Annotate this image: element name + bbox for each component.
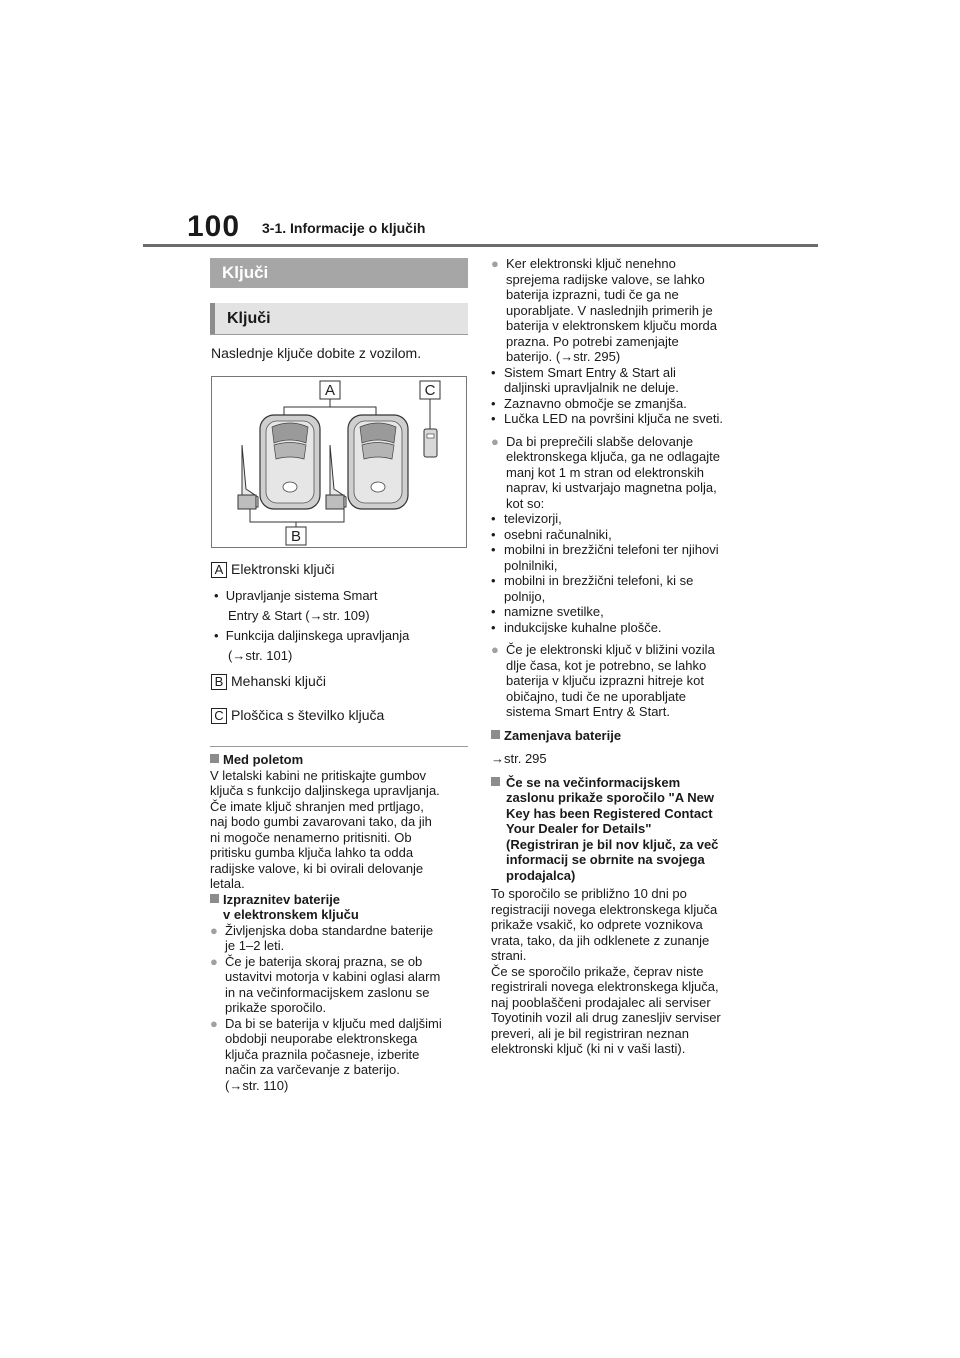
legend-a-item: • Funkcija daljinskega upravljanja [214, 628, 410, 643]
note-text: ključa s funkcijo daljinskega upravljanja. [210, 783, 440, 798]
keys-illustration [212, 377, 466, 547]
intro-text: Naslednje ključe dobite z vozilom. [211, 345, 422, 361]
note-text: Če imate ključ shranjen med prtljago, [210, 798, 424, 814]
bullet-dot-icon: ● [210, 1015, 218, 1031]
bullet-item: ● Da bi se baterija v ključu med daljšimi obdobji neuporabe elektronskega ključa praznila počasneje, izberite način za varčevanje z baterijo. (→str. 110) [210, 1015, 442, 1093]
note-title-message: Če se na večinformacijskem zaslonu prikaže sporočilo "A New Key has been Registered Contact Your Dealer for Details" (Registriran je bil nov ključ, za več informacij se obrnite na svojega prodajalca) [491, 775, 761, 884]
header-rule [143, 244, 818, 247]
page-number: 100 [187, 210, 241, 243]
legend-b-badge: B [211, 674, 227, 690]
note-title-izpraznitev-2: v elektronskem ključu [223, 907, 359, 922]
sub-item: • Zaznavno območje se zmanjša. [491, 395, 687, 411]
note-text: ni mogoče nenamerno pritisniti. Ob [210, 829, 412, 845]
legend-a-item: • Upravljanje sistema Smart [214, 588, 378, 603]
bullet-item: ● Če je baterija skoraj prazna, se ob ustavitvi motorja v kabini oglasi alarm in na večinformacijskem zaslonu se prikaže sporočilo. [210, 953, 441, 1015]
bullet-dot-icon: ● [491, 256, 499, 271]
legend-a-list [214, 586, 464, 666]
figure-label-c: C [424, 382, 436, 399]
bullet-dot-icon: ● [491, 642, 499, 657]
note-title-zamenjava: Zamenjava baterije [491, 728, 761, 744]
bullet-item: ● Življenjska doba standardne baterije je 1–2 leti. [210, 922, 434, 953]
sub-item: • mobilni in brezžični telefoni, ki se polnijo, [491, 573, 694, 604]
keys-figure [211, 376, 467, 548]
zamenjava-ref: →str. 295 [491, 751, 547, 766]
legend-a-badge: A [211, 562, 227, 578]
legend-a-text: Elektronski ključi [231, 561, 335, 577]
right-notes [491, 256, 761, 1057]
bullet-item: ● Če je elektronski ključ v bližini vozila dlje časa, kot je potrebno, se lahko baterija v ključu izprazni hitreje kot običajno, tudi če ne uporabljate sistema Smart Entry & Start. [491, 642, 715, 719]
bullet-dot-icon: ● [210, 922, 218, 938]
left-notes [210, 752, 472, 1093]
legend-a-item: (→str. 101) [228, 648, 293, 663]
message-body: To sporočilo se približno 10 dni po registraciji novega elektronskega ključa prikaže vsakič, ko odprete voznikova vrata, tako, da jih odklenete z zunanje strani. Če se sporočilo prikaže, čeprav niste registrirali novega elektronskega ključa, naj pooblaščeni prodajalec ali serviser Toyotinih vozil ali drug zanesljiv serviser preveri, ali je bil registriran neznan elektronski ključ (ki ni v vaši lasti). [491, 886, 721, 1056]
sub-item: • indukcijske kuhalne plošče. [491, 619, 662, 635]
bullet-dot-icon: ● [210, 953, 218, 969]
legend-a [211, 561, 334, 578]
subsection-title: Ključi [210, 303, 468, 334]
note-text: letala. [210, 876, 245, 891]
section-separator [210, 746, 468, 747]
section-title: Ključi [210, 258, 468, 288]
sub-item: • Lučka LED na površini ključa ne sveti. [491, 411, 723, 426]
legend-c-badge: C [211, 708, 227, 724]
bullet-item: ● Da bi preprečili slabše delovanje elektronskega ključa, ga ne odlagajte manj kot 1 m stran od elektronskih naprav, ki ustvarjajo magnetna polja, kot so: [491, 433, 720, 511]
sub-item: • Sistem Smart Entry & Start ali daljinski upravljalnik ne deluje. [491, 364, 679, 395]
bullet-item: ● Ker elektronski ključ nenehno sprejema radijske valove, se lahko baterija izprazni, tudi če ga ne uporabljate. V naslednjih primerih je baterija v elektronskem ključu morda prazna. Po potrebi zamenjajte baterijo. (→str. 295) [491, 256, 717, 364]
note-title-med-poletom: Med poletom [210, 752, 472, 768]
legend-c [211, 707, 384, 724]
key-number-plate-icon [424, 429, 437, 457]
chapter-title: 3-1. Informacije o ključih [262, 220, 426, 236]
electronic-key-2-icon [326, 415, 408, 509]
legend-b-text: Mehanski ključi [231, 673, 326, 689]
legend-c-text: Ploščica s številko ključa [231, 707, 385, 723]
figure-label-a: A [324, 382, 336, 399]
legend-a-item: Entry & Start (→str. 109) [228, 608, 370, 623]
note-text: radijske valove, ki bi ovirali delovanje [210, 860, 424, 876]
figure-label-b: B [290, 528, 302, 545]
electronic-key-1-icon [238, 415, 320, 509]
subsection-underline [210, 334, 468, 335]
bullet-dot-icon: ● [491, 433, 499, 449]
sub-item: • osebni računalniki, [491, 526, 612, 542]
legend-b [211, 673, 326, 690]
note-text: V letalski kabini ne pritiskajte gumbov [210, 767, 427, 783]
sub-item: • namizne svetilke, [491, 604, 604, 619]
note-text: naj bodo gumbi zavarovani tako, da jih [210, 814, 432, 829]
note-title-izpraznitev: Izpraznitev baterije [210, 892, 472, 908]
sub-item: • mobilni in brezžični telefoni ter njihovi polnilniki, [491, 542, 719, 573]
sub-item: • televizorji, [491, 511, 562, 526]
note-text: pritisku gumba ključa lahko ta odda [210, 845, 414, 860]
